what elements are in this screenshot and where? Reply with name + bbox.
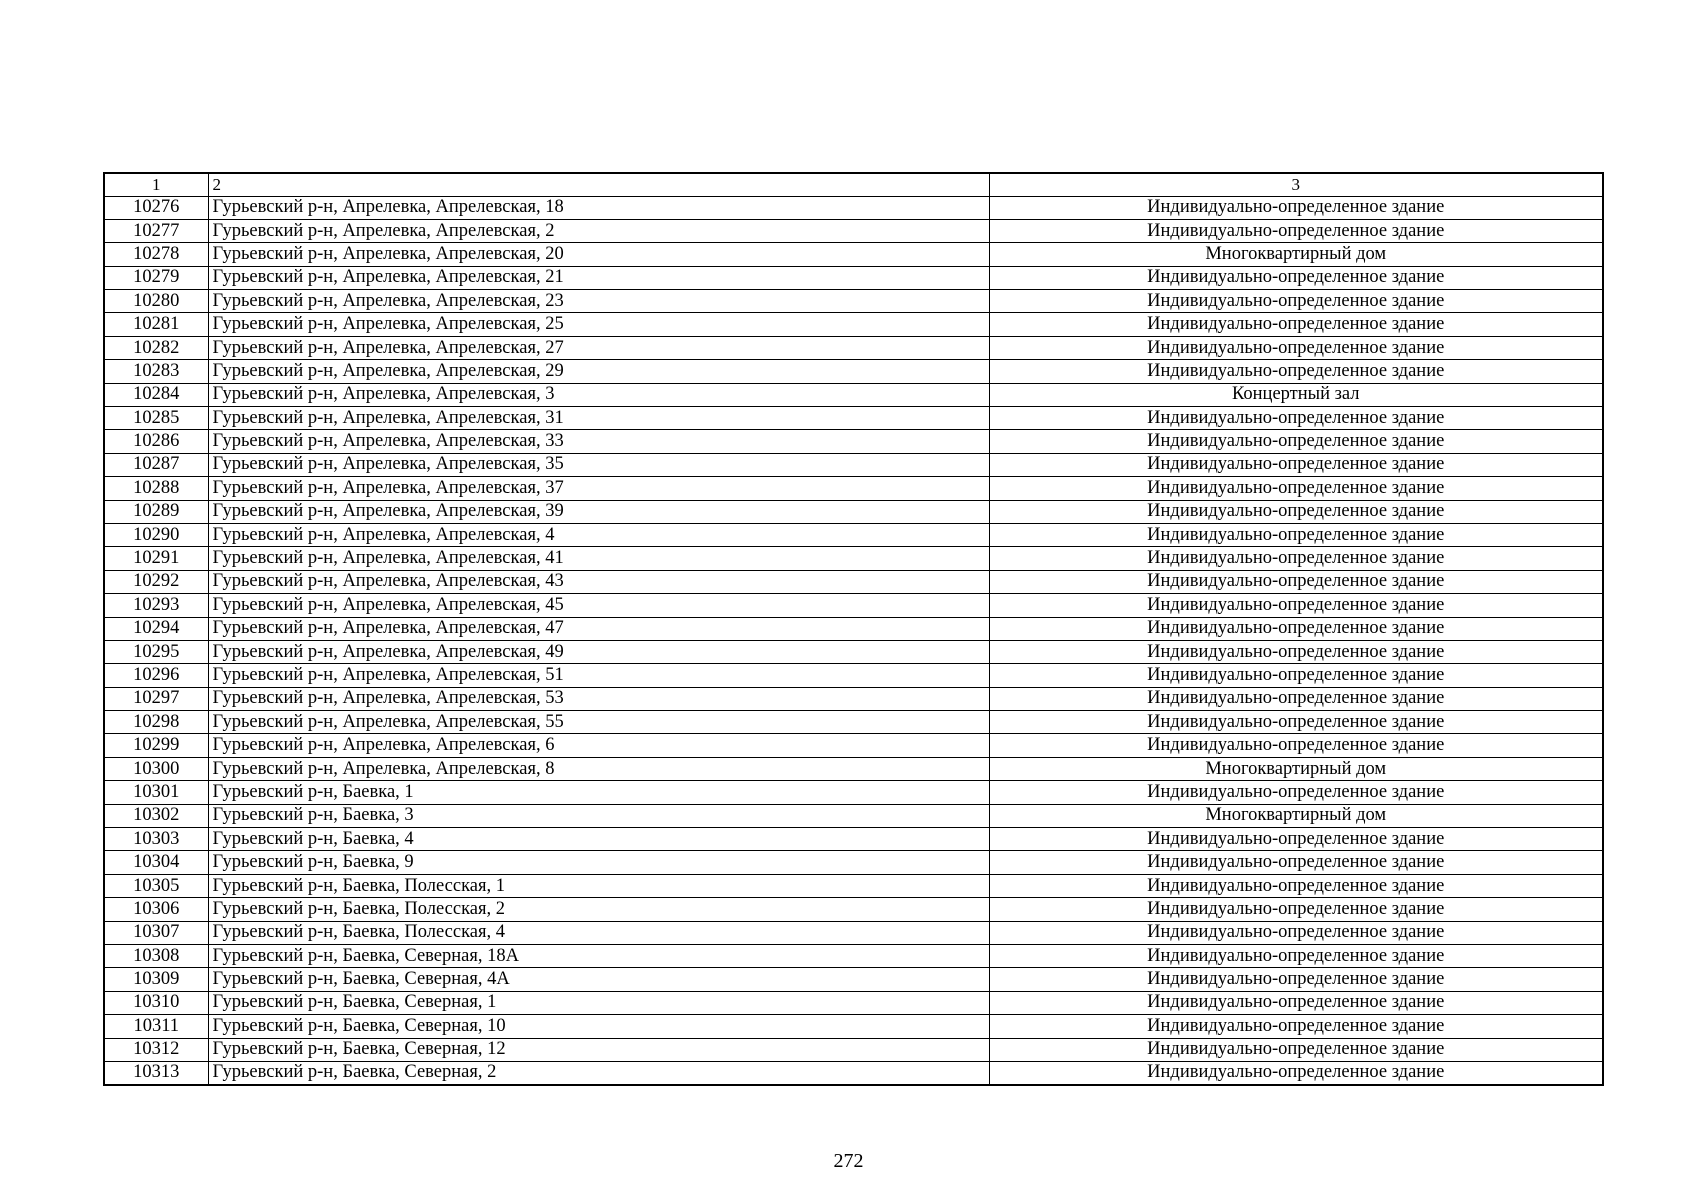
cell-number: 10293 — [104, 594, 208, 617]
cell-building-type: Индивидуально-определенное здание — [989, 523, 1603, 546]
table-row — [104, 781, 1603, 804]
cell-address: Гурьевский р-н, Апрелевка, Апрелевская, 25 — [208, 313, 989, 336]
cell-number: 10283 — [104, 360, 208, 383]
cell-building-type: Многоквартирный дом — [989, 804, 1603, 827]
cell-building-type: Индивидуально-определенное здание — [989, 313, 1603, 336]
column-header-2: 2 — [208, 173, 989, 196]
cell-building-type: Индивидуально-определенное здание — [989, 828, 1603, 851]
table-row — [104, 523, 1603, 546]
cell-building-type: Индивидуально-определенное здание — [989, 453, 1603, 476]
cell-building-type: Индивидуально-определенное здание — [989, 734, 1603, 757]
cell-number: 10294 — [104, 617, 208, 640]
cell-address: Гурьевский р-н, Баевка, Северная, 1 — [208, 991, 989, 1014]
table-row — [104, 898, 1603, 921]
cell-building-type: Индивидуально-определенное здание — [989, 266, 1603, 289]
table-row — [104, 570, 1603, 593]
cell-address: Гурьевский р-н, Баевка, Северная, 12 — [208, 1038, 989, 1061]
cell-number: 10279 — [104, 266, 208, 289]
cell-building-type: Индивидуально-определенное здание — [989, 430, 1603, 453]
cell-number: 10309 — [104, 968, 208, 991]
cell-building-type: Индивидуально-определенное здание — [989, 617, 1603, 640]
table-row — [104, 313, 1603, 336]
cell-number: 10276 — [104, 196, 208, 219]
table-row — [104, 945, 1603, 968]
cell-address: Гурьевский р-н, Апрелевка, Апрелевская, 27 — [208, 336, 989, 359]
table-row — [104, 734, 1603, 757]
cell-number: 10280 — [104, 290, 208, 313]
cell-address: Гурьевский р-н, Баевка, Полесская, 2 — [208, 898, 989, 921]
cell-number: 10285 — [104, 407, 208, 430]
cell-building-type: Индивидуально-определенное здание — [989, 968, 1603, 991]
cell-address: Гурьевский р-н, Апрелевка, Апрелевская, 43 — [208, 570, 989, 593]
property-table — [103, 172, 1604, 1086]
cell-building-type: Многоквартирный дом — [989, 757, 1603, 780]
table-row — [104, 828, 1603, 851]
cell-number: 10300 — [104, 757, 208, 780]
column-header-1: 1 — [104, 173, 208, 196]
table-row — [104, 336, 1603, 359]
table-row — [104, 851, 1603, 874]
cell-address: Гурьевский р-н, Апрелевка, Апрелевская, 6 — [208, 734, 989, 757]
table-row — [104, 500, 1603, 523]
cell-number: 10288 — [104, 477, 208, 500]
cell-building-type: Индивидуально-определенное здание — [989, 407, 1603, 430]
table-row — [104, 617, 1603, 640]
cell-address: Гурьевский р-н, Апрелевка, Апрелевская, 3 — [208, 383, 989, 406]
table-row — [104, 594, 1603, 617]
cell-number: 10296 — [104, 664, 208, 687]
cell-building-type: Индивидуально-определенное здание — [989, 360, 1603, 383]
cell-address: Гурьевский р-н, Апрелевка, Апрелевская, 20 — [208, 243, 989, 266]
cell-number: 10308 — [104, 945, 208, 968]
cell-address: Гурьевский р-н, Баевка, Полесская, 4 — [208, 921, 989, 944]
table-row — [104, 1061, 1603, 1084]
table-row — [104, 360, 1603, 383]
cell-building-type: Индивидуально-определенное здание — [989, 570, 1603, 593]
table-row — [104, 430, 1603, 453]
cell-number: 10312 — [104, 1038, 208, 1061]
cell-building-type: Индивидуально-определенное здание — [989, 336, 1603, 359]
cell-address: Гурьевский р-н, Баевка, Северная, 18А — [208, 945, 989, 968]
cell-building-type: Индивидуально-определенное здание — [989, 711, 1603, 734]
table-body — [104, 196, 1603, 1085]
cell-number: 10295 — [104, 640, 208, 663]
table-row — [104, 921, 1603, 944]
cell-number: 10301 — [104, 781, 208, 804]
cell-building-type: Индивидуально-определенное здание — [989, 1061, 1603, 1084]
cell-number: 10307 — [104, 921, 208, 944]
cell-building-type: Индивидуально-определенное здание — [989, 687, 1603, 710]
cell-number: 10304 — [104, 851, 208, 874]
table-row — [104, 477, 1603, 500]
cell-number: 10278 — [104, 243, 208, 266]
cell-number: 10303 — [104, 828, 208, 851]
cell-building-type: Индивидуально-определенное здание — [989, 898, 1603, 921]
cell-address: Гурьевский р-н, Апрелевка, Апрелевская, 47 — [208, 617, 989, 640]
cell-address: Гурьевский р-н, Апрелевка, Апрелевская, 39 — [208, 500, 989, 523]
cell-building-type: Индивидуально-определенное здание — [989, 640, 1603, 663]
table-row — [104, 991, 1603, 1014]
table-row — [104, 757, 1603, 780]
cell-building-type: Индивидуально-определенное здание — [989, 1015, 1603, 1038]
cell-building-type: Индивидуально-определенное здание — [989, 290, 1603, 313]
cell-address: Гурьевский р-н, Баевка, Северная, 2 — [208, 1061, 989, 1084]
cell-address: Гурьевский р-н, Баевка, 4 — [208, 828, 989, 851]
table-row — [104, 196, 1603, 219]
cell-address: Гурьевский р-н, Апрелевка, Апрелевская, 31 — [208, 407, 989, 430]
cell-number: 10305 — [104, 874, 208, 897]
cell-address: Гурьевский р-н, Апрелевка, Апрелевская, 29 — [208, 360, 989, 383]
cell-number: 10298 — [104, 711, 208, 734]
table-row — [104, 266, 1603, 289]
cell-address: Гурьевский р-н, Апрелевка, Апрелевская, 49 — [208, 640, 989, 663]
cell-number: 10281 — [104, 313, 208, 336]
cell-number: 10286 — [104, 430, 208, 453]
cell-address: Гурьевский р-н, Апрелевка, Апрелевская, 4 — [208, 523, 989, 546]
cell-number: 10302 — [104, 804, 208, 827]
cell-address: Гурьевский р-н, Баевка, Полесская, 1 — [208, 874, 989, 897]
cell-building-type: Индивидуально-определенное здание — [989, 781, 1603, 804]
cell-address: Гурьевский р-н, Баевка, 3 — [208, 804, 989, 827]
cell-address: Гурьевский р-н, Апрелевка, Апрелевская, 2 — [208, 219, 989, 242]
cell-address: Гурьевский р-н, Апрелевка, Апрелевская, 41 — [208, 547, 989, 570]
cell-address: Гурьевский р-н, Апрелевка, Апрелевская, 21 — [208, 266, 989, 289]
table-row — [104, 711, 1603, 734]
table-row — [104, 874, 1603, 897]
cell-number: 10299 — [104, 734, 208, 757]
cell-address: Гурьевский р-н, Апрелевка, Апрелевская, 33 — [208, 430, 989, 453]
cell-address: Гурьевский р-н, Апрелевка, Апрелевская, 45 — [208, 594, 989, 617]
table-row — [104, 640, 1603, 663]
cell-building-type: Индивидуально-определенное здание — [989, 219, 1603, 242]
cell-building-type: Индивидуально-определенное здание — [989, 991, 1603, 1014]
cell-number: 10292 — [104, 570, 208, 593]
table-row — [104, 547, 1603, 570]
cell-address: Гурьевский р-н, Апрелевка, Апрелевская, 37 — [208, 477, 989, 500]
cell-building-type: Индивидуально-определенное здание — [989, 921, 1603, 944]
cell-address: Гурьевский р-н, Апрелевка, Апрелевская, 55 — [208, 711, 989, 734]
cell-address: Гурьевский р-н, Апрелевка, Апрелевская, 23 — [208, 290, 989, 313]
table-row — [104, 687, 1603, 710]
cell-number: 10290 — [104, 523, 208, 546]
cell-number: 10297 — [104, 687, 208, 710]
cell-address: Гурьевский р-н, Баевка, 1 — [208, 781, 989, 804]
cell-address: Гурьевский р-н, Баевка, 9 — [208, 851, 989, 874]
cell-number: 10306 — [104, 898, 208, 921]
table-row — [104, 1015, 1603, 1038]
cell-building-type: Индивидуально-определенное здание — [989, 477, 1603, 500]
cell-building-type: Индивидуально-определенное здание — [989, 500, 1603, 523]
cell-building-type: Индивидуально-определенное здание — [989, 851, 1603, 874]
cell-address: Гурьевский р-н, Апрелевка, Апрелевская, 51 — [208, 664, 989, 687]
cell-building-type: Индивидуально-определенное здание — [989, 196, 1603, 219]
cell-number: 10311 — [104, 1015, 208, 1038]
table-header-row — [104, 173, 1603, 196]
table-row — [104, 219, 1603, 242]
cell-building-type: Индивидуально-определенное здание — [989, 874, 1603, 897]
cell-number: 10287 — [104, 453, 208, 476]
table-row — [104, 664, 1603, 687]
cell-address: Гурьевский р-н, Баевка, Северная, 10 — [208, 1015, 989, 1038]
cell-number: 10284 — [104, 383, 208, 406]
cell-address: Гурьевский р-н, Апрелевка, Апрелевская, 18 — [208, 196, 989, 219]
table-row — [104, 243, 1603, 266]
cell-building-type: Индивидуально-определенное здание — [989, 1038, 1603, 1061]
table-row — [104, 290, 1603, 313]
cell-address: Гурьевский р-н, Баевка, Северная, 4А — [208, 968, 989, 991]
cell-building-type: Индивидуально-определенное здание — [989, 594, 1603, 617]
cell-number: 10289 — [104, 500, 208, 523]
cell-number: 10310 — [104, 991, 208, 1014]
cell-building-type: Концертный зал — [989, 383, 1603, 406]
cell-number: 10291 — [104, 547, 208, 570]
cell-building-type: Индивидуально-определенное здание — [989, 945, 1603, 968]
cell-number: 10282 — [104, 336, 208, 359]
cell-address: Гурьевский р-н, Апрелевка, Апрелевская, 8 — [208, 757, 989, 780]
cell-number: 10277 — [104, 219, 208, 242]
table-row — [104, 968, 1603, 991]
table-row — [104, 407, 1603, 430]
table-row — [104, 804, 1603, 827]
table-row — [104, 1038, 1603, 1061]
cell-number: 10313 — [104, 1061, 208, 1084]
cell-building-type: Индивидуально-определенное здание — [989, 664, 1603, 687]
cell-address: Гурьевский р-н, Апрелевка, Апрелевская, 35 — [208, 453, 989, 476]
column-header-3: 3 — [989, 173, 1603, 196]
page-number: 272 — [833, 1150, 864, 1172]
table-row — [104, 383, 1603, 406]
table-row — [104, 453, 1603, 476]
cell-address: Гурьевский р-н, Апрелевка, Апрелевская, 53 — [208, 687, 989, 710]
cell-building-type: Многоквартирный дом — [989, 243, 1603, 266]
cell-building-type: Индивидуально-определенное здание — [989, 547, 1603, 570]
